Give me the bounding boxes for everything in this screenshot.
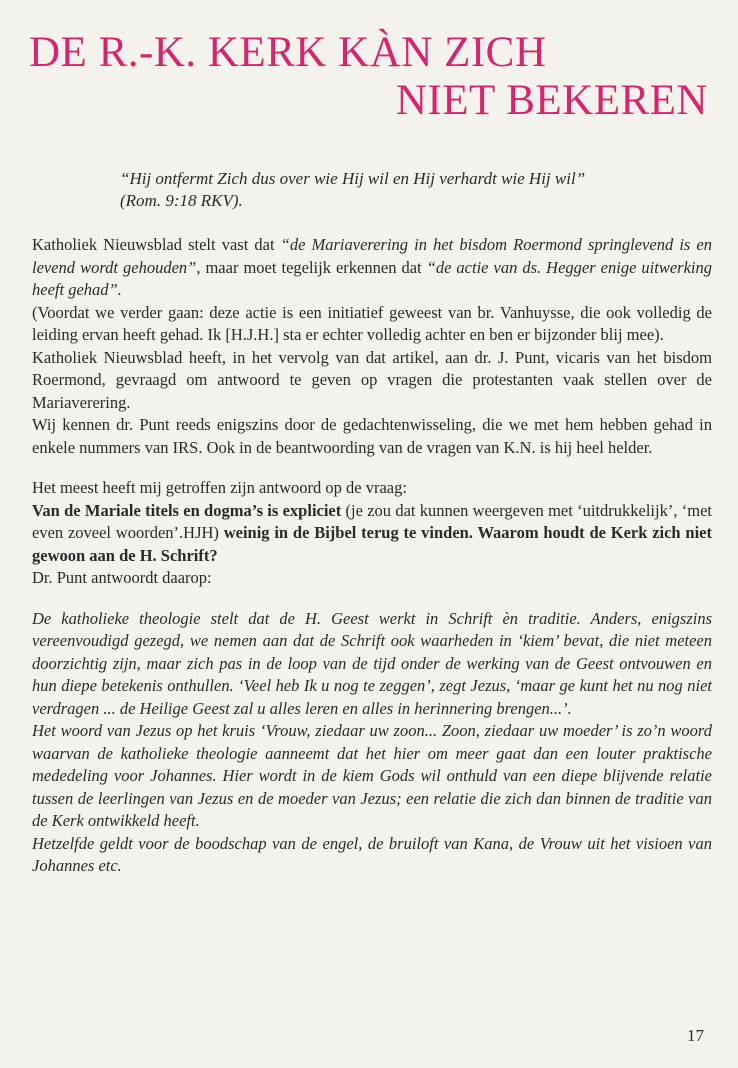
paragraph: Het meest heeft mij getroffen zijn antwoord op de vraag: [32,478,407,497]
paragraph-text: , maar moet tegelijk erkennen dat [196,257,427,277]
paragraph: (Voordat we verder gaan: deze actie is een initiatief geweest van br. Vanhuysse, die ook volledig de leiding ervan heeft gehad. Ik [H.J.H.] sta er echter volledig achter en ben er bijzonder blij mee). [32,302,712,344]
paragraph: Dr. Punt antwoordt daarop: [32,568,212,587]
paragraph-text: Katholiek Nieuwsblad stelt vast dat [32,235,281,254]
answer-paragraph: Het woord van Jezus op het kruis ‘Vrouw, ziedaar uw zoon... Zoon, ziedaar uw moeder’ is zo’n woord waarvan de katholieke theologie aanneemt dat het hier om meer gaat dan een louter praktische mededeling voor Johannes. Hier wordt in de kiem Gods wil onthuld van een diepe blijvende relatie tussen de leerlingen van Jezus en de moeder van Jezus; een relatie die zich dan binnen de traditie van de Kerk ontwikkeld heeft. [32,721,712,830]
quote-italic: “de actie van ds. Hegger enige uitwerking heeft gehad”. [32,257,713,299]
quote-italic: “de Mariaverering in het bisdom Roermond springlevend is en levend wordt gehouden” [32,235,712,277]
answer-paragraph: De katholieke theologie stelt dat de H. Geest werkt in Schrift èn traditie. Anders, enigszins vereenvoudigd gezegd, we nemen aan dat de Schrift ook waarheden in ‘kiem’ bevat, die niet meteen doorzichtig zijn, maar zich pas in de loop van de tijd onder de werking van de Geest ontvouwen en hun diepe betekenis onthullen. ‘Veel heb Ik u nog te zeggen’, zegt Jezus, ‘maar ge kunt het nu nog niet verdragen ... de Heilige Geest zal u alles leren en alles in herinnering brengen...’. [32,608,712,718]
bible-quote-reference: (Rom. 9:18 RKV). [120,191,243,210]
paragraph-text: (je zou dat kunnen weergeven met ‘uitdrukkelijk’, ‘met even zoveel woorden’.HJH) [32,500,712,542]
question-bold: Van de Mariale titels en dogma’s is expliciet [32,500,342,520]
paragraph: Wij kennen dr. Punt reeds enigszins door de gedachtenwisseling, die we met hem hebben gehad in enkele nummers van IRS. Ook in de beantwoording van de vragen van K.N. is hij heel helder. [32,415,712,457]
article-title-line-1: DE R.-K. KERK KÀN ZICH [29,29,547,76]
question-paragraph [32,500,712,568]
question-bold: weinig in de Bijbel terug te vinden. Waarom houdt de Kerk zich niet gewoon aan de H. Schrift? [32,523,712,565]
paragraph [32,234,712,302]
paragraph: Katholiek Nieuwsblad heeft, in het vervolg van dat artikel, aan dr. J. Punt, vicaris van het bisdom Roermond, gevraagd om antwoord te geven op vragen die protestanten vaak stellen over de Mariaverering. [32,347,712,412]
article-body [32,234,712,878]
bible-quote [120,168,680,212]
page-number: 17 [687,1026,704,1045]
bible-quote-text: “Hij ontfermt Zich dus over wie Hij wil en Hij verhardt wie Hij wil” [120,169,586,188]
article-title-line-2: NIET BEKEREN [395,77,708,124]
answer-paragraph: Hetzelfde geldt voor de boodschap van de engel, de bruiloft van Kana, de Vrouw uit het visioen van Johannes etc. [32,833,712,875]
